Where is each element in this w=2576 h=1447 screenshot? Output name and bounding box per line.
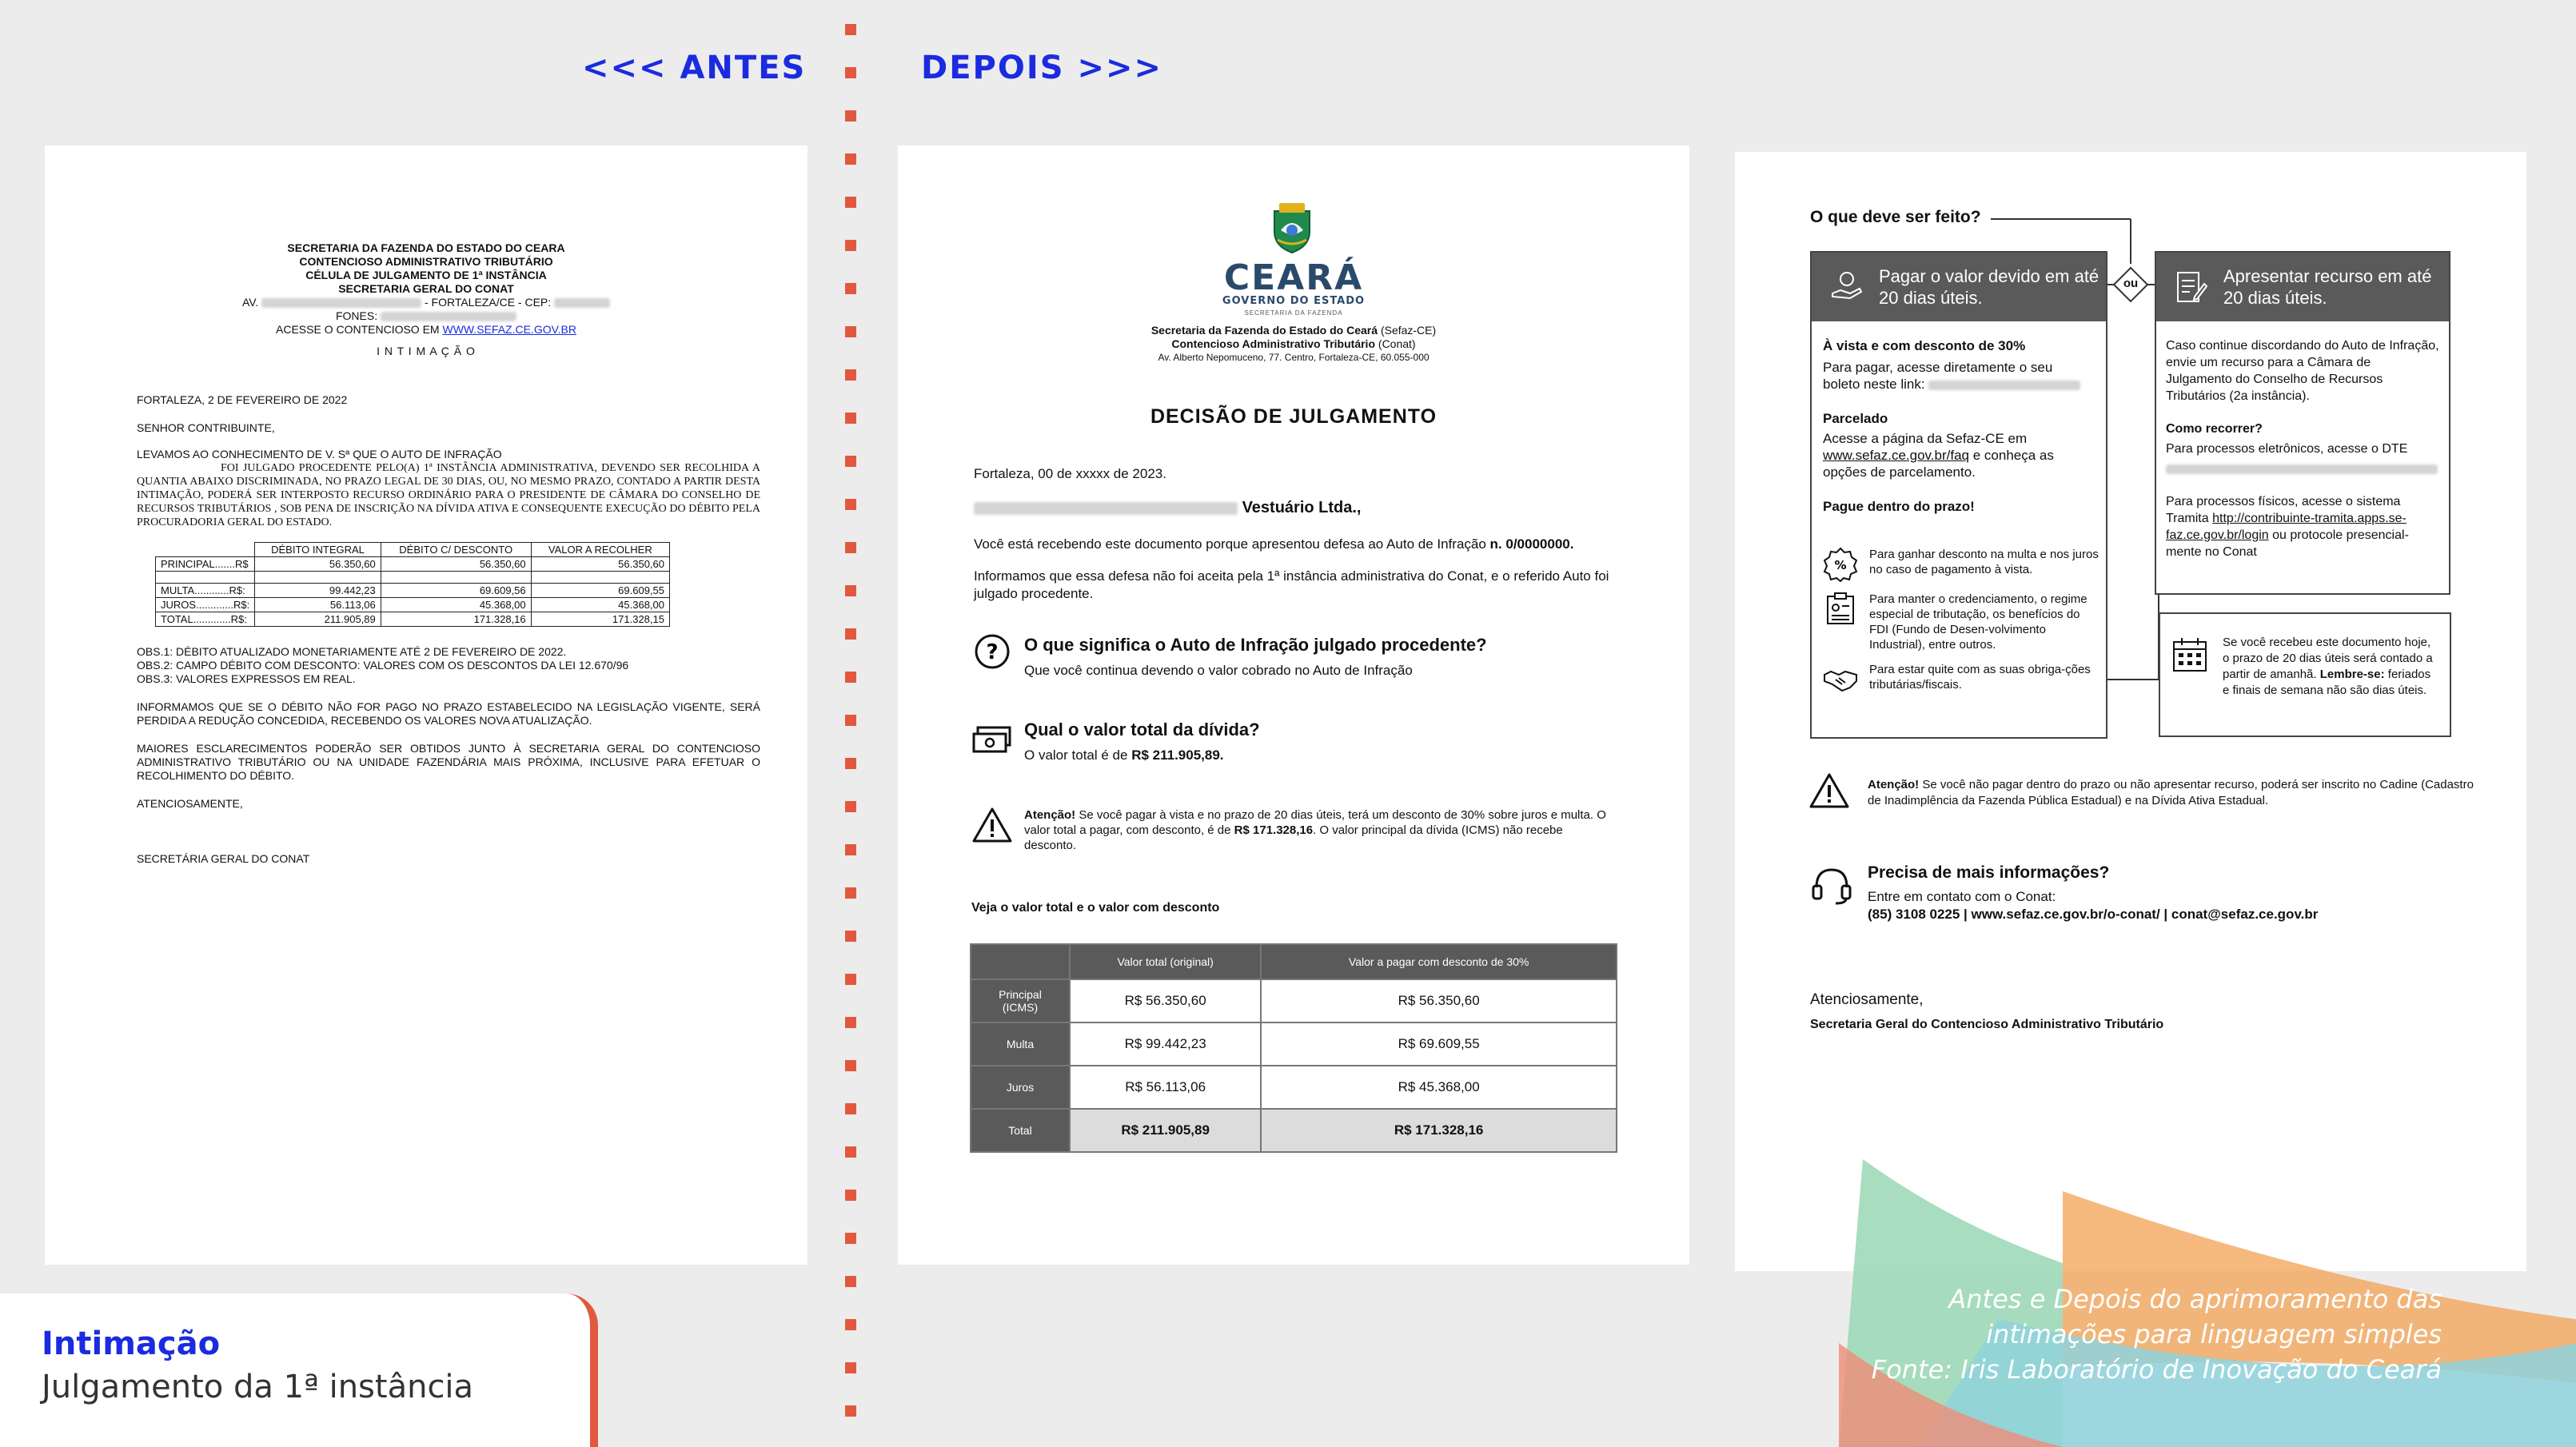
footer-card (0, 1294, 598, 1447)
divider-dash (845, 931, 856, 942)
old-obs-1: OBS.1: DÉBITO ATUALIZADO MONETARIAMENTE ATÉ 2 DE FEVEREIRO DE 2022. (137, 645, 567, 658)
parcelado-link[interactable]: www.sefaz.ce.gov.br/faq (1823, 448, 1969, 463)
divider-dash (845, 1146, 856, 1158)
warning-icon (1808, 771, 1850, 810)
hand-coin-icon (1829, 269, 1864, 305)
new-alert-value: R$ 171.328,16 (1234, 823, 1314, 837)
new-cell: R$ 56.350,60 (1070, 979, 1261, 1022)
old-cell: 211.905,89 (255, 612, 381, 627)
divider-dash (845, 67, 856, 78)
new-cell: R$ 211.905,89 (1070, 1109, 1261, 1152)
divider-dash (845, 499, 856, 510)
como-title: Como recorrer? (2166, 422, 2263, 436)
closing: Atenciosamente, (1810, 991, 1924, 1008)
old-org-line-1: SECRETARIA DA FAZENDA DO ESTADO DO CEARA (287, 241, 565, 254)
logo-sub: GOVERNO DO ESTADO (1222, 295, 1366, 307)
old-th-3: VALOR A RECOLHER (531, 543, 669, 557)
new-table-caption: Veja o valor total e o valor com desconto (971, 901, 1220, 915)
old-cell: 69.609,55 (531, 584, 669, 598)
new-cell: R$ 171.328,16 (1261, 1109, 1617, 1152)
old-row-label: PRINCIPAL.......R$ (156, 557, 255, 572)
recurso-text: Caso continue discordando do Auto de Infração, envie um recurso para a Câmara de Julgamento do Conselho de Recursos Tributários (2a instância). (2166, 339, 2439, 403)
old-debt-table (155, 542, 670, 627)
new-alert-bold: Atenção! (1024, 808, 1076, 822)
new-row-label: Juros (971, 1066, 1070, 1109)
info-contacts: (85) 3108 0225 | www.sefaz.ce.gov.br/o-conat/ | conat@sefaz.ce.gov.br (1868, 907, 2319, 922)
divider-dash (845, 240, 856, 251)
divider-dash (845, 369, 856, 381)
old-row-label: TOTAL.............R$: (156, 612, 255, 627)
new-cell: R$ 56.113,06 (1070, 1066, 1261, 1109)
new-p2: Informamos que essa defesa não foi aceita pela 1ª instância administrativa do Conat, e o referido Auto foi julgado procedente. (974, 568, 1609, 601)
divider-dash (845, 628, 856, 640)
new-cell: R$ 99.442,23 (1070, 1022, 1261, 1066)
lembre-text: feriados e finais de semana não são dias úteis. (2223, 668, 2431, 697)
divider-dash (845, 153, 856, 165)
new-date: Fortaleza, 00 de xxxxx de 2023. (974, 466, 1166, 481)
divider-dash (845, 887, 856, 899)
divider-dash (845, 110, 856, 122)
divider-dash (845, 1017, 856, 1028)
discount-badge-icon (1823, 547, 1858, 582)
old-th-1: DÉBITO INTEGRAL (255, 543, 381, 557)
ceara-crest-logo (1270, 200, 1314, 254)
old-row-label: MULTA............R$: (156, 584, 255, 598)
new-org-abbr: (Sefaz-CE) (1380, 324, 1437, 337)
fisicos-link[interactable]: http://contribuinte-tramita.apps.se-faz.ce.gov.br/login (2166, 512, 2407, 542)
old-fones: FONES: (335, 309, 378, 322)
prazo-item: Para manter o credenciamento, o regime especial de tributação, os benefícios do FDI (Fundo de Desen-volvimento Industrial), entre outros. (1869, 592, 2088, 652)
pay-box-title: Pagar o valor devido em até 20 dias úteis. (1879, 266, 2099, 308)
new-document-page-2 (1735, 152, 2526, 1271)
edit-document-icon (2175, 269, 2207, 305)
old-th-2: DÉBITO C/ DESCONTO (381, 543, 531, 557)
prazo-item: Para ganhar desconto na multa e nos juros no caso de pagamento à vista. (1869, 548, 2099, 576)
question-icon (974, 633, 1011, 670)
flow-question: O que deve ser feito? (1810, 208, 1981, 226)
divider-dash (845, 1233, 856, 1244)
parcelado-text-2: e conheça as opções de parcelamento. (1823, 448, 2054, 480)
new-th-1: Valor total (original) (1070, 944, 1261, 979)
divider-dash (845, 672, 856, 683)
new-row-label: Total (971, 1109, 1070, 1152)
atencao-text: Se você não pagar dentro do prazo ou não apresentar recurso, poderá ser inscrito no Cadine (Cadastro de Inadimplência da Fazenda Pública Estadual) e na Dívida Ativa Estadual. (1868, 778, 2474, 807)
info-title: Precisa de mais informações? (1868, 863, 2110, 882)
divider-dash (845, 24, 856, 35)
fisicos-text: Para processos físicos, acesse o sistema Tramita (2166, 495, 2401, 525)
old-av-suffix: - FORTALEZA/CE - CEP: (424, 296, 552, 309)
divider-dash (845, 456, 856, 467)
old-cell: 171.328,16 (381, 612, 531, 627)
vista-text: Para pagar, acesse diretamente o seu boleto neste link: (1823, 360, 2053, 392)
caption-line: intimações para linguagem simples (1986, 1319, 2442, 1349)
como-text: Para processos eletrônicos, acesse o DTE (2166, 442, 2408, 456)
new-address: Av. Alberto Nepomuceno, 77. Centro, Fortaleza-CE, 60.055-000 (1158, 352, 1430, 363)
svg-text:?: ? (986, 640, 999, 664)
divider-dash (845, 1103, 856, 1114)
new-document-page-1 (898, 145, 1689, 1265)
calendar-text: Se você recebeu este documento hoje, o prazo de 20 dias úteis será contado a partir de amanhã. (2223, 636, 2433, 681)
divider-dash (845, 844, 856, 855)
parcelado-text-1: Acesse a página da Sefaz-CE em (1823, 431, 2028, 446)
old-body-2: FOI JULGADO PROCEDENTE PELO(A) 1ª INSTÂNCIA ADMINISTRATIVA, DEVENDO SER RECOLHIDA A QUANTIA ABAIXO DISCRIMINADA, NO PRAZO LEGAL DE 30 DIAS, OU, NO MESMO PRAZO, CONTADO A PARTIR DESTA INTIMAÇÃO, PODERÁ SER INTERPOSTO RECURSO ORDINÁRIO PARA O PRESIDENTE DE CÂMARA DO CONSELHO DE RECURSOS TRIBUTÁRIOS , SOB PENA DE INSCRIÇÃO NA DÍVIDA ATIVA E CONSEQUENTE EXECUÇÃO DO DÉBITO PELA PROCURADORIA GERAL DO ESTADO. (137, 462, 760, 528)
divider-dash (845, 283, 856, 294)
fisicos-tail: ou protocole presencial-mente no Conat (2166, 528, 2409, 559)
document-id-icon (1823, 592, 1858, 627)
old-cell: 56.350,60 (381, 557, 531, 572)
after-heading: DEPOIS >>> (921, 50, 1163, 86)
divider-dash (845, 974, 856, 985)
svg-text:%: % (1834, 558, 1847, 572)
old-cell: 69.609,56 (381, 584, 531, 598)
new-a2-bold: R$ 211.905,89. (1131, 747, 1224, 763)
new-alert-tail: . O valor principal da dívida (ICMS) não recebe desconto. (1024, 823, 1563, 852)
new-alert: Se você pagar à vista e no prazo de 20 dias úteis, terá um desconto de 30% sobre juros e multa. O valor total a pagar, com desconto, é de (1024, 808, 1606, 837)
new-a2: O valor total é de (1024, 747, 1128, 763)
footer-subtitle: Julgamento da 1ª instância (42, 1369, 474, 1405)
new-org2-abbr: (Conat) (1378, 337, 1416, 350)
old-info-2: MAIORES ESCLARECIMENTOS PODERÃO SER OBTIDOS JUNTO À SECRETARIA GERAL DO CONTENCIOSO ADMINISTRATIVO TRIBUTÁRIO OU NA UNIDADE FAZENDÁRIA MAIS PRÓXIMA, INCLUSIVE PARA EFETUAR O RECOLHIMENTO DO DÉBITO. (137, 742, 760, 782)
old-obs-2: OBS.2: CAMPO DÉBITO COM DESCONTO: VALORES COM OS DESCONTOS DA LEI 12.670/96 (137, 659, 629, 672)
old-cell: 45.368,00 (531, 598, 669, 612)
new-q2: Qual o valor total da dívida? (1024, 720, 1260, 739)
old-cell: 56.350,60 (531, 557, 669, 572)
divider-dash (845, 1060, 856, 1071)
vista-title: À vista e com desconto de 30% (1823, 338, 2026, 353)
old-row-label: JUROS.............R$: (156, 598, 255, 612)
old-cell: 45.368,00 (381, 598, 531, 612)
or-diamond (2112, 266, 2149, 303)
divider-dash (845, 1190, 856, 1201)
old-obs-3: OBS.3: VALORES EXPRESSOS EM REAL. (137, 672, 356, 685)
old-date: FORTALEZA, 2 DE FEVEREIRO DE 2022 (137, 393, 348, 406)
old-signature: SECRETÁRIA GERAL DO CONAT (137, 852, 310, 865)
warning-icon (971, 806, 1013, 844)
lembre-bold: Lembre-se: (2319, 668, 2385, 681)
old-av-prefix: AV. (241, 296, 259, 309)
old-intimacao: I N T I M A Ç Ã O (377, 345, 476, 357)
handshake-icon (1823, 662, 1858, 697)
new-row-label: Multa (971, 1022, 1070, 1066)
logo-sub2: SECRETARIA DA FAZENDA (1244, 309, 1343, 317)
new-recipient: Vestuário Ltda., (1242, 499, 1362, 516)
divider-dash (845, 758, 856, 769)
old-org-line-3: CÉLULA DE JULGAMENTO DE 1ª INSTÂNCIA (305, 269, 547, 281)
new-cell: R$ 45.368,00 (1261, 1066, 1617, 1109)
divider-dash (845, 542, 856, 553)
old-access-prefix: ACESSE O CONTENCIOSO EM (276, 323, 440, 336)
pay-box (1810, 251, 2107, 739)
old-cell: 171.328,15 (531, 612, 669, 627)
old-info-1: INFORMAMOS QUE SE O DÉBITO NÃO FOR PAGO NO PRAZO ESTABELECIDO NA LEGISLAÇÃO VIGENTE, SERÁ PERDIDA A REDUÇÃO CONCEDIDA, RECEBENDO OS VALORES NOVA ATUALIZAÇÃO. (137, 700, 760, 727)
appeal-box (2155, 251, 2450, 595)
signature: Secretaria Geral do Contencioso Administrativo Tributário (1810, 1018, 2164, 1031)
new-cell: R$ 69.609,55 (1261, 1022, 1617, 1066)
new-p1-bold: n. 0/0000000. (1489, 536, 1574, 552)
logo-word: CEARÁ (1223, 257, 1364, 298)
old-body-1: LEVAMOS AO CONHECIMENTO DE V. Sª QUE O AUTO DE INFRAÇÃO (137, 448, 502, 460)
old-access-link[interactable]: WWW.SEFAZ.CE.GOV.BR (442, 323, 576, 336)
before-heading: <<< ANTES (582, 50, 807, 86)
divider-dash (845, 1405, 856, 1417)
new-p1: Você está recebendo este documento porque apresentou defesa ao Auto de Infração (974, 536, 1486, 552)
old-cell: 99.442,23 (255, 584, 381, 598)
divider-dash (845, 1319, 856, 1330)
divider-dash (845, 1362, 856, 1373)
new-org-bold: Secretaria da Fazenda do Estado do Ceará (1150, 324, 1378, 337)
info-text: Entre em contato com o Conat: (1868, 889, 2056, 904)
new-title: DECISÃO DE JULGAMENTO (1150, 405, 1438, 428)
or-label: ou (2123, 277, 2139, 290)
old-document-page (45, 145, 807, 1265)
new-row-label: Principal (ICMS) (971, 979, 1070, 1022)
new-debt-table (970, 943, 1617, 1153)
footer-title: Intimação (42, 1325, 221, 1362)
divider-dash (845, 801, 856, 812)
appeal-box-title: Apresentar recurso em até 20 dias úteis. (2223, 266, 2432, 308)
calendar-box (2159, 612, 2451, 737)
new-th-2: Valor a pagar com desconto de 30% (1261, 944, 1617, 979)
divider-dash (845, 413, 856, 424)
money-icon (971, 724, 1013, 756)
prazo-item: Para estar quite com as suas obriga-ções tributárias/fiscais. (1869, 663, 2091, 692)
new-org2-bold: Contencioso Administrativo Tributário (1171, 337, 1376, 350)
prazo-title: Pague dentro do prazo! (1823, 499, 1975, 514)
headset-icon (1810, 863, 1853, 907)
old-cell: 56.350,60 (255, 557, 381, 572)
atencao-bold: Atenção! (1868, 778, 1920, 791)
divider-dash (845, 197, 856, 208)
new-cell: R$ 56.350,60 (1261, 979, 1617, 1022)
divider-dash (845, 715, 856, 726)
caption-line: Fonte: Iris Laboratório de Inovação do Ceará (1871, 1354, 2442, 1385)
old-org-line-2: CONTENCIOSO ADMINISTRATIVO TRIBUTÁRIO (299, 255, 553, 268)
divider-dash (845, 1276, 856, 1287)
caption-line: Antes e Depois do aprimoramento das (1948, 1284, 2442, 1314)
new-a1: Que você continua devendo o valor cobrado no Auto de Infração (1024, 663, 1413, 678)
old-closing: ATENCIOSAMENTE, (137, 797, 243, 810)
old-salutation: SENHOR CONTRIBUINTE, (137, 421, 275, 434)
divider-dash (845, 585, 856, 596)
old-org-line-4: SECRETARIA GERAL DO CONAT (338, 282, 514, 295)
parcelado-title: Parcelado (1823, 411, 1888, 426)
calendar-icon (2171, 636, 2208, 673)
old-cell: 56.113,06 (255, 598, 381, 612)
new-q1: O que significa o Auto de Infração julgado procedente? (1024, 635, 1487, 655)
source-caption (1775, 1282, 2442, 1387)
divider-dash (845, 326, 856, 337)
